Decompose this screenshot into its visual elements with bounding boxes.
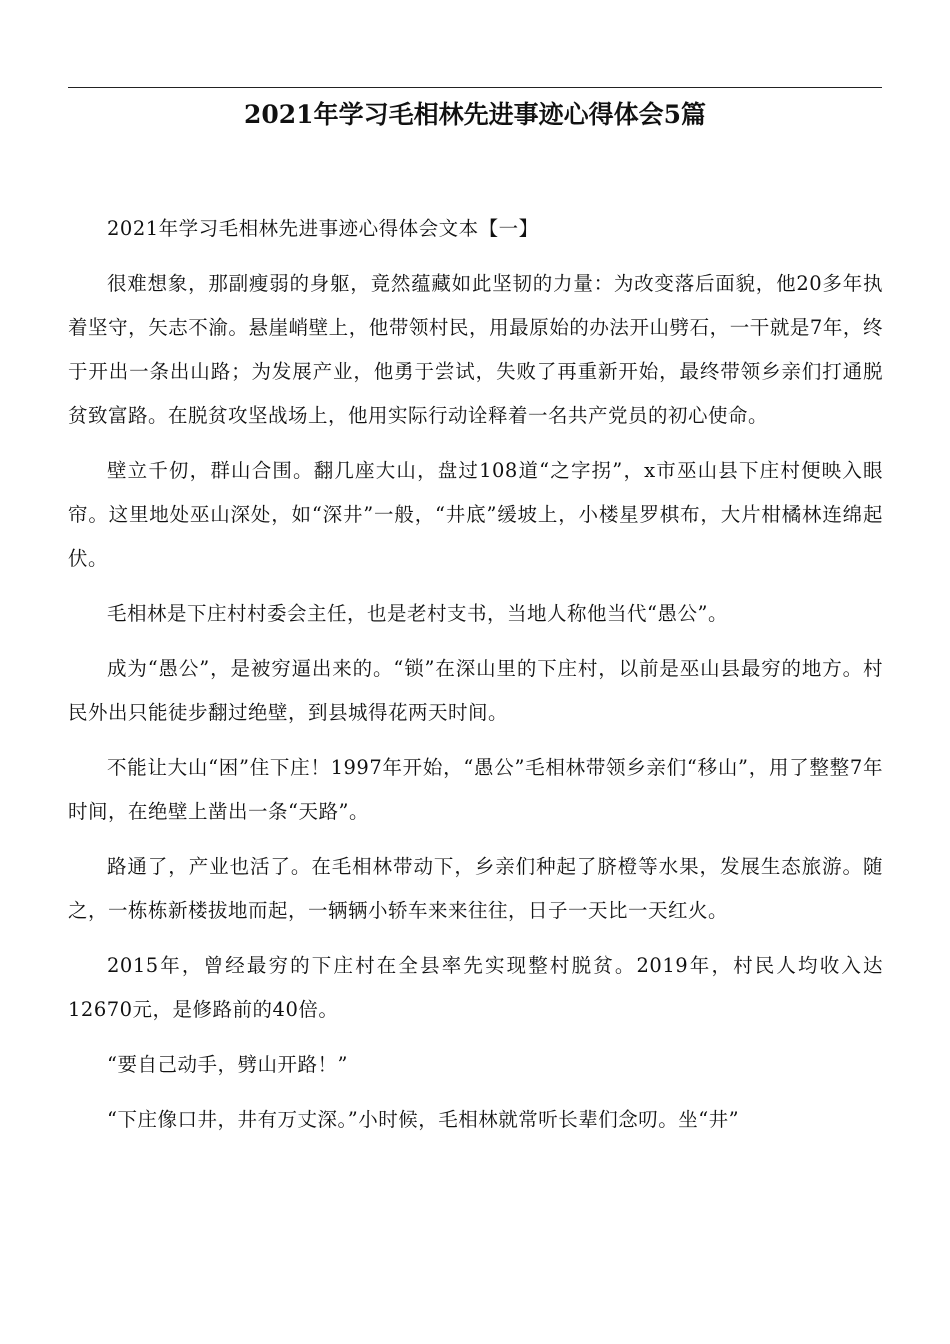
document-body bbox=[68, 207, 883, 1153]
paragraph: 壁立千仞，群山合围。翻几座大山，盘过108道“之字拐”，x市巫山县下庄村便映入眼帘。这里地处巫山深处，如“深井”一般，“井底”缓坡上，小楼星罗棋布，大片柑橘林连绵起伏。 bbox=[68, 459, 883, 570]
paragraph: 毛相林是下庄村村委会主任，也是老村支书，当地人称他当代“愚公”。 bbox=[107, 602, 728, 625]
paragraph: “要自己动手，劈山开路！” bbox=[107, 1053, 348, 1076]
paragraph: “下庄像口井，井有万丈深。”小时候，毛相林就常听长辈们念叨。坐“井” bbox=[107, 1108, 740, 1131]
section-heading: 2021年学习毛相林先进事迹心得体会文本【一】 bbox=[107, 217, 539, 240]
paragraph: 不能让大山“困”住下庄！1997年开始，“愚公”毛相林带领乡亲们“移山”，用了整整7年时间，在绝壁上凿出一条“天路”。 bbox=[68, 756, 883, 823]
paragraph: 2015年，曾经最穷的下庄村在全县率先实现整村脱贫。2019年，村民人均收入达12670元，是修路前的40倍。 bbox=[68, 954, 883, 1021]
header-rule bbox=[68, 87, 882, 88]
document-title: 2021年学习毛相林先进事迹心得体会5篇 bbox=[244, 100, 706, 129]
paragraph: 成为“愚公”，是被穷逼出来的。“锁”在深山里的下庄村，以前是巫山县最穷的地方。村民外出只能徒步翻过绝壁，到县城得花两天时间。 bbox=[68, 657, 883, 724]
paragraph: 路通了，产业也活了。在毛相林带动下，乡亲们种起了脐橙等水果，发展生态旅游。随之，一栋栋新楼拔地而起，一辆辆小轿车来来往往，日子一天比一天红火。 bbox=[68, 855, 883, 922]
paragraph: 很难想象，那副瘦弱的身躯，竟然蕴藏如此坚韧的力量：为改变落后面貌，他20多年执着坚守，矢志不渝。悬崖峭壁上，他带领村民，用最原始的办法开山劈石，一干就是7年，终于开出一条出山路；为发展产业，他勇于尝试，失败了再重新开始，最终带领乡亲们打通脱贫致富路。在脱贫攻坚战场上，他用实际行动诠释着一名共产党员的初心使命。 bbox=[68, 272, 883, 427]
